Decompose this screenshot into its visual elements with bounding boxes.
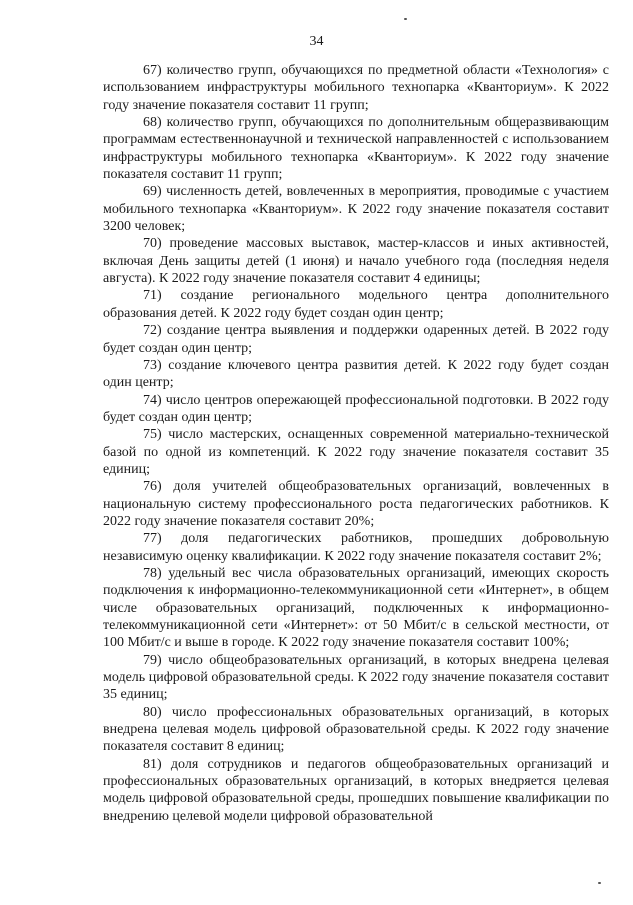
paragraph-74: 74) число центров опережающей профессиональной подготовки. В 2022 году будет создан один центр; [103,392,609,425]
paragraph-71: 71) создание регионального модельного центра дополнительного образования детей. К 2022 году будет создан один центр; [103,288,609,321]
paragraph-76: 76) доля учителей общеобразовательных организаций, вовлеченных в национальную систему профессионального роста педагогических работников. К 2022 году значение показателя составит 20%; [103,479,609,529]
paragraph-72: 72) создание центра выявления и поддержки одаренных детей. В 2022 году будет создан один центр; [103,323,609,356]
page-number: 34 [309,34,324,49]
paragraph-68: 68) количество групп, обучающихся по дополнительным общеразвивающим программам естественнонаучной и технической направленностей с использованием инфраструктуры мобильного технопарка «Кванториум». К 2022 году значение показателя составит 11 групп; [103,115,609,183]
paragraph-75: 75) число мастерских, оснащенных современной материально-технической базой по одной из компетенций. К 2022 году значение показателя составит 35 единиц; [103,427,609,477]
paragraph-69: 69) численность детей, вовлеченных в мероприятия, проводимые с участием мобильного технопарка «Кванториум». К 2022 году значение показателя составит 3200 человек; [103,184,609,235]
scan-speck [598,882,601,884]
paragraph-67: 67) количество групп, обучающихся по предметной области «Технология» с использованием инфраструктуры мобильного технопарка «Кванториум». К 2022 году значение показателя составит 11 групп; [103,63,609,113]
paragraph-79: 79) число общеобразовательных организаций, в которых внедрена целевая модель цифровой образовательной среды. К 2022 году значение показателя составит 35 единиц; [103,652,609,703]
paragraph-78: 78) удельный вес числа образовательных организаций, имеющих скорость подключения к информационно-телекоммуникационной сети «Интернет», в общем числе образовательных организаций, подключенных к информационно-телекоммуникационной сети «Интернет»: от 50 Мбит/с в сельской местности, от 100 Мбит/с и выше в городе. К 2022 году значение показателя составит 100%; [103,565,609,651]
scan-speck [404,18,407,20]
paragraph-70: 70) проведение массовых выставок, мастер-классов и иных активностей, включая День защиты детей (1 июня) и начало учебного года (последняя неделя августа). К 2022 году значение показателя составит 4 единицы; [103,236,609,287]
paragraph-80: 80) число профессиональных образовательных организаций, в которых внедрена целевая модель цифровой образовательной среды. К 2022 году значение показателя составит 8 единиц; [103,704,609,755]
body-text [103,62,609,825]
paragraph-73: 73) создание ключевого центра развития детей. К 2022 году будет создан один центр; [103,357,609,391]
paragraph-81: 81) доля сотрудников и педагогов общеобразовательных организаций и профессиональных образовательных организаций, в которых внедряется целевая модель цифровой образовательной среды, прошедших повышение квалификации по внедрению целевой модели цифровой образовательной [103,756,609,824]
paragraph-77: 77) доля педагогических работников, прошедших добровольную независимую оценку квалификации. К 2022 году значение показателя составит 2%; [103,531,609,564]
